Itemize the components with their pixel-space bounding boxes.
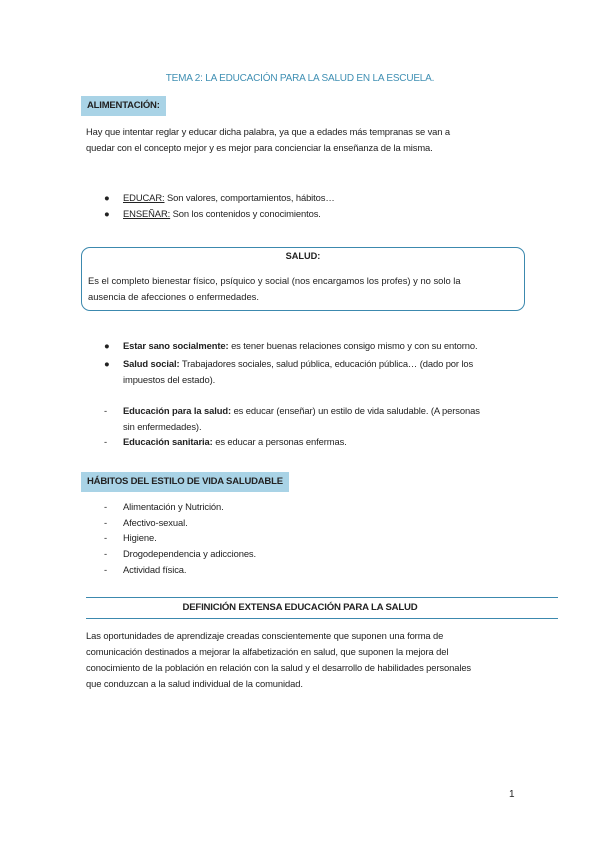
alimentacion-line: Hay que intentar reglar y educar dicha palabra, ya que a edades más tempranas se van a bbox=[86, 126, 451, 137]
dash-bullet-icon: - bbox=[104, 517, 108, 528]
salud-box bbox=[81, 247, 525, 311]
term-salud-social-desc-cont: impuestos del estado). bbox=[123, 374, 216, 385]
salud-line: ausencia de afecciones o enfermedades. bbox=[88, 291, 259, 302]
habito-text: Actividad física. bbox=[123, 564, 187, 575]
habito-text: Higiene. bbox=[123, 532, 157, 543]
term-educacion-sanitaria: Educación sanitaria: bbox=[123, 436, 213, 447]
term-estar-sano: Estar sano socialmente: bbox=[123, 340, 229, 351]
list-item-educar bbox=[104, 190, 524, 206]
term-educacion-salud-desc: es educar (enseñar) un estilo de vida saludable. (A personas bbox=[231, 405, 480, 416]
bullet-dot-icon: ● bbox=[104, 340, 110, 351]
list-item-salud-social bbox=[104, 356, 534, 388]
bullet-dot-icon: ● bbox=[104, 358, 110, 369]
page-title: TEMA 2: LA EDUCACIÓN PARA LA SALUD EN LA ESCUELA. bbox=[165, 73, 435, 84]
list-item-ensenar bbox=[104, 206, 524, 222]
salud-definition bbox=[88, 273, 516, 305]
term-estar-sano-desc: es tener buenas relaciones consigo mismo y con su entorno. bbox=[228, 340, 478, 351]
list-item-educacion-salud bbox=[104, 403, 534, 435]
habito-text: Drogodependencia y adicciones. bbox=[123, 548, 257, 559]
dash-bullet-icon: - bbox=[104, 548, 108, 559]
habito-text: Alimentación y Nutrición. bbox=[123, 501, 224, 512]
definicion-paragraph bbox=[86, 628, 471, 692]
term-ensenar-desc: Son los contenidos y conocimientos. bbox=[170, 208, 321, 219]
dash-bullet-icon: - bbox=[104, 532, 108, 543]
term-educar: EDUCAR: bbox=[123, 192, 165, 203]
section-divider-top bbox=[86, 597, 558, 598]
list-item-educacion-sanitaria bbox=[104, 434, 534, 450]
section-divider-bottom bbox=[86, 618, 558, 619]
term-educacion-sanitaria-desc: es educar a personas enfermas. bbox=[212, 436, 347, 447]
page-number: 1 bbox=[509, 789, 515, 800]
definicion-heading: DEFINICIÓN EXTENSA EDUCACIÓN PARA LA SALUD bbox=[182, 602, 418, 613]
habitos-heading: HÁBITOS DEL ESTILO DE VIDA SALUDABLE bbox=[81, 472, 289, 492]
term-ensenar: ENSEÑAR: bbox=[123, 208, 171, 219]
bullet-dot-icon: ● bbox=[104, 192, 110, 203]
term-educacion-salud-desc-cont: sin enfermedades). bbox=[123, 421, 202, 432]
alimentacion-line: quedar con el concepto mejor y es mejor para concienciar la enseñanza de la misma. bbox=[86, 142, 433, 153]
dash-bullet-icon: - bbox=[104, 436, 108, 447]
habito-text: Afectivo-sexual. bbox=[123, 517, 188, 528]
alimentacion-paragraph bbox=[86, 124, 450, 156]
dash-bullet-icon: - bbox=[104, 501, 108, 512]
term-salud-social-desc: Trabajadores sociales, salud pública, educación pública… (dado por los bbox=[179, 358, 474, 369]
salud-line: Es el completo bienestar físico, psíquico y social (nos encargamos los profes) y no solo la bbox=[88, 275, 461, 286]
list-item bbox=[104, 530, 404, 546]
bullet-dot-icon: ● bbox=[104, 208, 110, 219]
dash-bullet-icon: - bbox=[104, 405, 108, 416]
list-item bbox=[104, 546, 404, 562]
definicion-line: conocimiento de la población en relación con la salud y el desarrollo de habilidades personales bbox=[86, 662, 472, 673]
term-educacion-salud: Educación para la salud: bbox=[123, 405, 232, 416]
list-item-estar-sano bbox=[104, 338, 534, 354]
definicion-line: Las oportunidades de aprendizaje creadas conscientemente que suponen una forma de bbox=[86, 630, 444, 641]
list-item bbox=[104, 562, 404, 578]
list-item bbox=[104, 515, 404, 531]
definicion-line: que conduzcan a la salud individual de la comunidad. bbox=[86, 678, 303, 689]
term-educar-desc: Son valores, comportamientos, hábitos… bbox=[164, 192, 335, 203]
term-salud-social: Salud social: bbox=[123, 358, 180, 369]
list-item bbox=[104, 499, 404, 515]
definicion-line: comunicación destinados a mejorar la alfabetización en salud, que suponen la mejora del bbox=[86, 646, 449, 657]
dash-bullet-icon: - bbox=[104, 564, 108, 575]
salud-heading: SALUD: bbox=[285, 251, 321, 261]
alimentacion-heading: ALIMENTACIÓN: bbox=[81, 96, 166, 116]
